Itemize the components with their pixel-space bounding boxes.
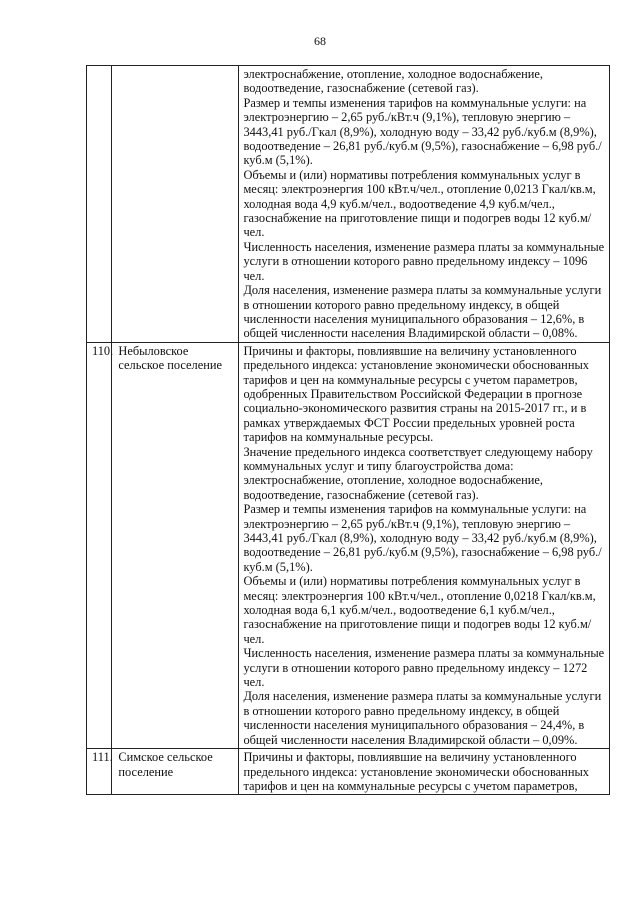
description-cell [239,66,610,343]
table-row [87,342,610,748]
paragraph: Причины и факторы, повлиявшие на величину установленного предельного индекса: установление экономически обоснованных тарифов и цен на коммунальные ресурсы с учетом параметров, одобренных Правительством Российской Федерации в прогнозе социально-экономического развития страны на 2015-2017 гг., и в рамках утверждаемых ФСТ России предельных уровней роста тарифов на коммунальные ресурсы. [243,343,589,445]
description-cell [239,749,610,795]
page-number: 68 [314,34,326,48]
paragraph: Доля населения, изменение размера платы за коммунальные услуги в отношении которого равно предельному индексу, в общей численности населения муниципального образования – 12,6%, в общей численности населения Владимирской области – 0,08%. [243,283,602,341]
row-number: 110. [87,342,112,748]
description-cell [239,342,610,748]
paragraph: Размер и темпы изменения тарифов на коммунальные услуги: на электроэнергию – 2,65 руб./кВт.ч (9,1%), тепловую энергию – 3443,41 руб./Гкал (8,9%), холодную воду – 33,42 руб./куб.м (8,9%), водоотведение – 26,81 руб./куб.м (9,5%), газоснабжение – 6,98 руб./куб.м (5,1%). [243,502,602,574]
settlement-name [112,66,239,343]
table-row [87,749,610,795]
paragraph: Причины и факторы, повлиявшие на величину установленного предельного индекса: установление экономически обоснованных тарифов и цен на коммунальные ресурсы с учетом параметров, [243,750,589,793]
paragraph: Объемы и (или) нормативы потребления коммунальных услуг в месяц: электроэнергия 100 кВт.ч/чел., отопление 0,0218 Гкал/кв.м, холодная вода 6,1 куб.м/чел., водоотведение 6,1 куб.м/чел., газоснабжение на приготовление пищи и подогрев воды 12 куб.м/чел. [243,574,596,646]
settlement-name: Небыловское сельское поселение [112,342,239,748]
paragraph: Размер и темпы изменения тарифов на коммунальные услуги: на электроэнергию – 2,65 руб./кВт.ч (9,1%), тепловую энергию – 3443,41 руб./Гкал (8,9%), холодную воду – 33,42 руб./куб.м (8,9%), водоотведение – 26,81 руб./куб.м (9,5%), газоснабжение – 6,98 руб./куб.м (5,1%). [243,95,602,168]
table-body [87,66,610,795]
row-number [87,66,112,343]
paragraph: Доля населения, изменение размера платы за коммунальные услуги в отношении которого равно предельному индексу, в общей численности населения муниципального образования – 24,4%, в общей численности населения Владимирской области – 0,09%. [243,689,602,747]
row-number: 111. [87,749,112,795]
paragraph: электроснабжение, отопление, холодное водоснабжение, водоотведение, газоснабжение (сетевой газ). [243,67,544,96]
table-row [87,66,610,343]
tariff-table [86,65,610,795]
paragraph: Численность населения, изменение размера платы за коммунальные услуги в отношении которого равно предельному индексу – 1096 чел. [243,239,605,283]
paragraph: Объемы и (или) нормативы потребления коммунальных услуг в месяц: электроэнергия 100 кВт.ч/чел., отопление 0,0213 Гкал/кв.м, холодная вода 4,9 куб.м/чел., водоотведение 4,9 куб.м/чел., газоснабжение на приготовление пищи и подогрев воды 12 куб.м/чел. [243,167,596,240]
paragraph: Значение предельного индекса соответствует следующему набору коммунальных услуг и типу благоустройства дома: электроснабжение, отопление, холодное водоснабжение, водоотведение, газоснабжение (сетевой газ). [243,444,593,502]
paragraph: Численность населения, изменение размера платы за коммунальные услуги в отношении которого равно предельному индексу – 1272 чел. [243,646,605,690]
settlement-name: Симское сельское поселение [112,749,239,795]
